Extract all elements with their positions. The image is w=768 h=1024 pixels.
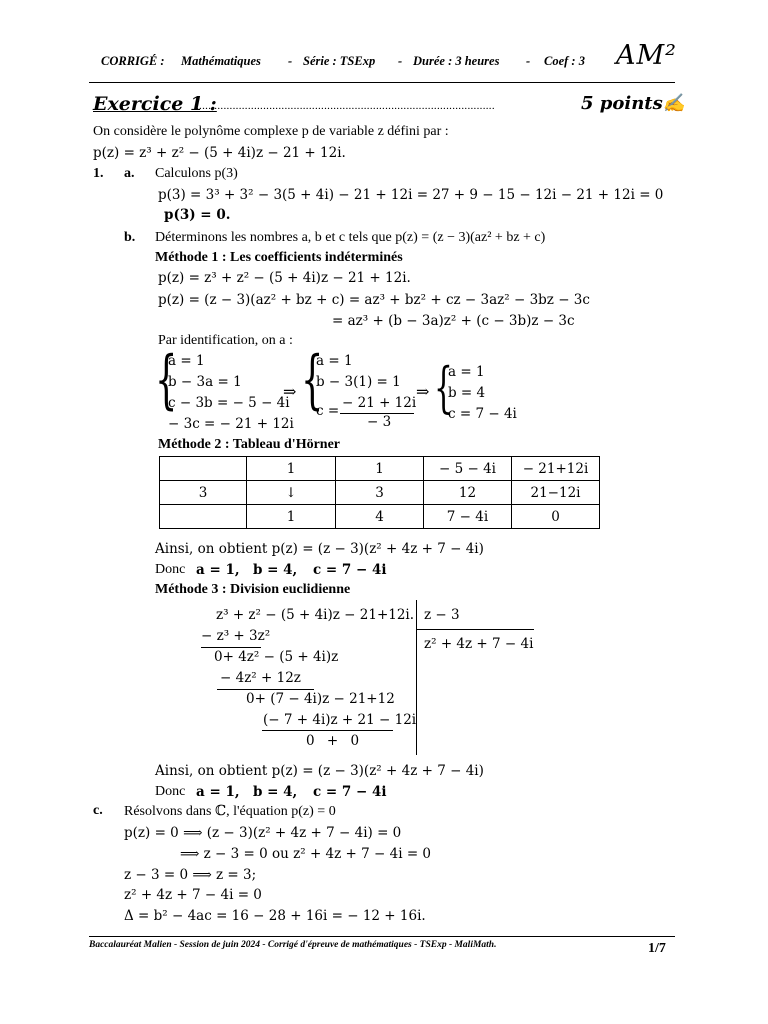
value-b: b = 4, [253,562,298,578]
table-cell: 21−12i [512,481,600,505]
division-vertical-rule [416,600,417,755]
solve-line-3: z − 3 = 0 ⟹ z = 3; [124,867,257,883]
method-3-conclusion: Ainsi, on obtient p(z) = (z − 3)(z² + 4z + 7 − 4i) [155,763,484,779]
division-quotient: z² + 4z + 7 − 4i [424,636,534,652]
header-serie: Série : TSExp [303,54,376,68]
am2-logo: AM² [616,40,677,71]
table-cell: 3 [160,481,247,505]
table-cell: 4 [336,505,424,529]
title-dots: .................................................................................................. [196,100,495,112]
division-underline [217,689,314,690]
division-step-3: (− 7 + 4i)z + 21 − 12i [263,712,417,728]
system-3-row: b = 4 [448,385,486,401]
exercise-title: Exercice 1 : [93,93,217,115]
donc-label: Donc [155,784,186,799]
question-letter-c: c. [93,803,103,818]
system-1-row: a = 1 [168,353,205,369]
system-2-brace: { [301,343,324,417]
table-cell: 12 [424,481,512,505]
page-number: 1/7 [648,941,666,956]
horner-table [159,456,600,529]
exercise-points: 5 points✍ [581,93,686,114]
footer-text: Baccalauréat Malien - Session de juin 2024 - Corrigé d'épreuve de mathématiques - TSExp - MaliMath. [89,940,497,950]
part-c-label: Résolvons dans ℂ, l'équation p(z) = 0 [124,804,336,819]
division-remainder-3: 0 + 0 [306,733,360,749]
solve-line-4: z² + 4z + 7 − 4i = 0 [124,887,262,903]
division-divisor: z − 3 [424,607,460,623]
table-cell [160,505,247,529]
solve-line-2: ⟹ z − 3 = 0 ou z² + 4z + 7 − 4i = 0 [180,846,432,862]
table-cell: 3 [336,481,424,505]
division-underline [262,730,393,731]
donc-label: Donc [155,562,186,577]
system-2-row: b − 3(1) = 1 [316,374,401,390]
division-horizontal-rule [416,629,534,630]
question-letter-b: b. [124,230,136,245]
table-cell: 7 − 4i [424,505,512,529]
header-corrige: CORRIGÉ : [101,54,165,68]
table-row [160,481,600,505]
method-1-line-3: = az³ + (b − 3a)z² + (c − 3b)z − 3c [332,313,575,329]
p3-result: p(3) = 0. [164,207,231,223]
table-cell: − 21+12i [512,457,600,481]
part-b-label: Déterminons les nombres a, b et c tels que p(z) = (z − 3)(az² + bz + c) [155,230,546,245]
table-cell [160,457,247,481]
table-cell: ↓ [247,481,336,505]
intro-line-1: On considère le polynôme complexe p de variable z défini par : [93,124,449,139]
system-1-brace: { [155,343,178,417]
division-remainder-1: 0+ 4z² − (5 + 4i)z [214,649,339,665]
header-rule [89,82,675,83]
solve-line-1: p(z) = 0 ⟹ (z − 3)(z² + 4z + 7 − 4i) = 0 [124,825,402,841]
method-2-conclusion: Ainsi, on obtient p(z) = (z − 3)(z² + 4z + 7 − 4i) [155,541,484,557]
intro-polynomial: p(z) = z³ + z² − (5 + 4i)z − 21 + 12i. [93,145,346,161]
method-3-title: Méthode 3 : Division euclidienne [155,582,351,597]
footer-rule [89,936,675,937]
system-3-brace: { [434,356,453,419]
system-2-row: a = 1 [316,353,353,369]
table-row [160,505,600,529]
method-1-line-2: p(z) = (z − 3)(az² + bz + c) = az³ + bz² + cz − 3az² − 3bz − 3c [158,292,590,308]
system-1-row: c − 3b = − 5 − 4i [168,395,290,411]
table-cell: 1 [247,457,336,481]
implies-arrow-2: ⇒ [416,382,430,401]
method-1-line-1: p(z) = z³ + z² − (5 + 4i)z − 21 + 12i. [158,270,411,286]
header-matiere: Mathématiques [181,54,261,68]
header-coef: Coef : 3 [544,54,585,68]
table-cell: 0 [512,505,600,529]
division-dividend: z³ + z² − (5 + 4i)z − 21+12i. [216,607,415,623]
question-number-1: 1. [93,166,104,181]
division-underline [201,647,261,648]
system-2-denominator: − 3 [367,414,392,430]
part-a-label: Calculons p(3) [155,166,238,181]
value-c: c = 7 − 4i [313,784,387,800]
question-letter-a: a. [124,166,135,181]
header-duree: Durée : 3 heures [413,54,500,68]
value-a: a = 1, [196,784,240,800]
system-2-numerator: − 21 + 12i [342,395,417,411]
system-1-row: − 3c = − 21 + 12i [168,416,294,432]
division-step-1: − z³ + 3z² [201,628,271,644]
method-2-title: Méthode 2 : Tableau d'Hörner [158,437,341,452]
table-row [160,457,600,481]
value-c: c = 7 − 4i [313,562,387,578]
table-cell: 1 [336,457,424,481]
system-2-c-label: c = [316,403,340,419]
identification-label: Par identification, on a : [158,333,293,348]
division-step-2: − 4z² + 12z [220,670,301,686]
header-sep-3: - [526,54,531,68]
value-b: b = 4, [253,784,298,800]
implies-arrow-1: ⇒ [283,382,297,401]
method-1-title: Méthode 1 : Les coefficients indéterminés [155,250,403,265]
table-cell: − 5 − 4i [424,457,512,481]
system-3-row: c = 7 − 4i [448,406,517,422]
table-cell: 1 [247,505,336,529]
discriminant-line: Δ = b² − 4ac = 16 − 28 + 16i = − 12 + 16i. [124,908,426,924]
value-a: a = 1, [196,562,240,578]
system-1-row: b − 3a = 1 [168,374,242,390]
division-remainder-2: 0+ (7 − 4i)z − 21+12 [246,691,395,707]
header-sep-1: - [288,54,293,68]
system-3-row: a = 1 [448,364,485,380]
p3-computation: p(3) = 3³ + 3² − 3(5 + 4i) − 21 + 12i = 27 + 9 − 15 − 12i − 21 + 12i = 0 [158,187,664,203]
header-sep-2: - [398,54,403,68]
